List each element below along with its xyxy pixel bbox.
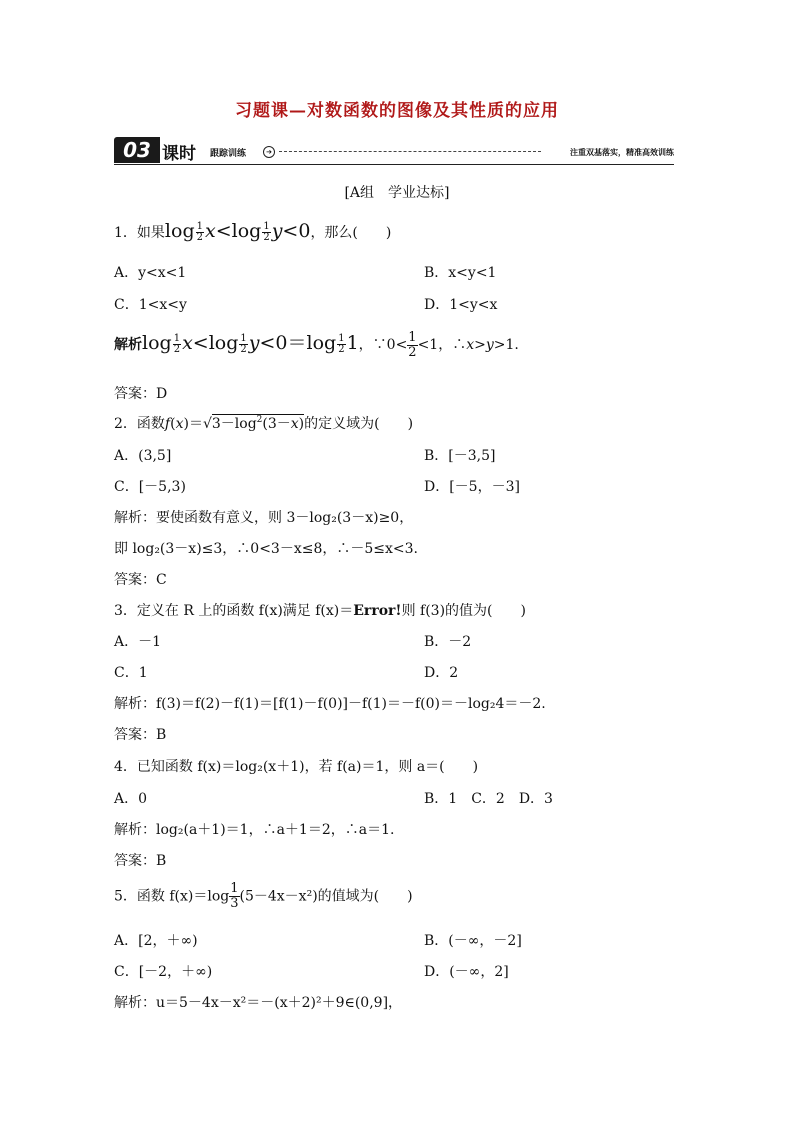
question-1-option-b: B．x<y<1 bbox=[424, 265, 497, 281]
question-3-analysis: 解析：f(3)＝f(2)－f(1)＝[f(1)－f(0)]－f(1)＝－f(0)＝－log₂4＝－2. bbox=[114, 696, 546, 712]
question-5-option-b: B．(－∞，－2] bbox=[424, 933, 522, 949]
question-2-answer: 答案：C bbox=[114, 572, 167, 588]
banner-underline bbox=[114, 164, 674, 165]
question-2-suffix: 的定义域为( ) bbox=[304, 416, 414, 432]
arrow-circle-icon: ➔ bbox=[263, 146, 275, 158]
question-2-stem: 2．函数$f(x)=√3-\log^2(3-x)$的定义域为( ) bbox=[114, 415, 414, 432]
question-1-prefix: 1．如果 bbox=[114, 225, 165, 241]
section-banner bbox=[114, 137, 674, 167]
question-1-option-a: A．y<x<1 bbox=[114, 265, 187, 281]
question-2-analysis-2: 即 log₂(3－x)≤3，∴0<3－x≤8，∴－5≤x<3. bbox=[114, 541, 418, 557]
question-5-option-c: C．[－2，＋∞) bbox=[114, 964, 213, 980]
question-5-suffix: (5－4x－x²)的值域为( ) bbox=[239, 888, 413, 905]
question-3-option-a: A．－1 bbox=[114, 634, 162, 650]
question-5-analysis: 解析：u＝5－4x－x²＝－(x＋2)²＋9∈(0,9]， bbox=[114, 995, 403, 1011]
question-2-analysis-1: 解析：要使函数有意义，则 3－log₂(3－x)≥0， bbox=[114, 510, 414, 526]
question-5-stem bbox=[114, 882, 413, 911]
track-training-label: 跟踪训练 bbox=[210, 149, 247, 159]
question-3-prefix: 3．定义在 R 上的函数 f(x)满足 f(x)＝ bbox=[114, 603, 354, 619]
question-1-option-c: C．1<x<y bbox=[114, 297, 187, 313]
question-1-analysis: 解析log $\frac{1}{2}$ x<log $\frac{1}{2}$ y<0＝log $\frac{1}{2}$ 1，∵0< $\frac{1}{2}$ <1，∴x>y>1. bbox=[114, 329, 519, 360]
question-5-log-base: $\frac{1}{3}$ bbox=[230, 881, 239, 911]
question-2-option-b: B．[－3,5] bbox=[424, 448, 496, 464]
question-3-answer: 答案：B bbox=[114, 727, 167, 743]
question-2-option-d: D．[－5，－3] bbox=[424, 479, 520, 495]
question-3-option-d: D．2 bbox=[424, 665, 459, 681]
question-4-option-a: A．0 bbox=[114, 791, 148, 807]
question-2-option-a: A．(3,5] bbox=[114, 448, 172, 464]
lesson-number-badge: 03 bbox=[114, 137, 160, 163]
question-4-analysis: 解析：log₂(a＋1)＝1，∴a＋1＝2，∴a＝1. bbox=[114, 822, 395, 838]
question-3-option-c: C．1 bbox=[114, 665, 148, 681]
question-4-stem: 4．已知函数 f(x)＝log₂(x＋1)，若 f(a)＝1，则 a＝( ) bbox=[114, 759, 479, 775]
question-3-option-b: B．－2 bbox=[424, 634, 472, 650]
group-label: [A组 学业达标] bbox=[344, 185, 450, 201]
question-2-option-c: C．[－5,3) bbox=[114, 479, 186, 495]
question-3-suffix: 则 f(3)的值为( ) bbox=[401, 603, 526, 619]
page-title: 习题课—对数函数的图像及其性质的应用 bbox=[235, 101, 559, 121]
question-1-suffix: ，那么( ) bbox=[310, 225, 392, 241]
question-1-stem bbox=[114, 220, 391, 243]
question-4-answer: 答案：B bbox=[114, 853, 167, 869]
analysis-label: 解析 bbox=[114, 337, 142, 353]
banner-slogan: 注重双基落实，精准高效训练 bbox=[570, 148, 674, 157]
question-1-formula: log $\frac{1}{2}$ x<log $\frac{1}{2}$ y<0 bbox=[164, 220, 311, 243]
question-3-error-text: Error! bbox=[353, 603, 402, 619]
question-1-option-d: D．1<y<x bbox=[424, 297, 498, 313]
question-5-prefix: 5．函数 f(x)＝log bbox=[114, 888, 230, 905]
question-1-answer: 答案：D bbox=[114, 386, 168, 402]
lesson-label: 课时 bbox=[162, 144, 196, 164]
question-5-option-d: D．(－∞，2] bbox=[424, 964, 509, 980]
question-5-option-a: A．[2，＋∞) bbox=[114, 933, 198, 949]
question-2-prefix: 2．函数 bbox=[114, 416, 165, 432]
question-4-options-bcd: B．1 C．2 D．3 bbox=[424, 791, 553, 807]
question-1-analysis-formula: log $\frac{1}{2}$ x<log $\frac{1}{2}$ y<0＝log $\frac{1}{2}$ 1 bbox=[142, 332, 359, 355]
question-3-stem bbox=[114, 600, 526, 620]
dashed-divider bbox=[279, 151, 541, 152]
